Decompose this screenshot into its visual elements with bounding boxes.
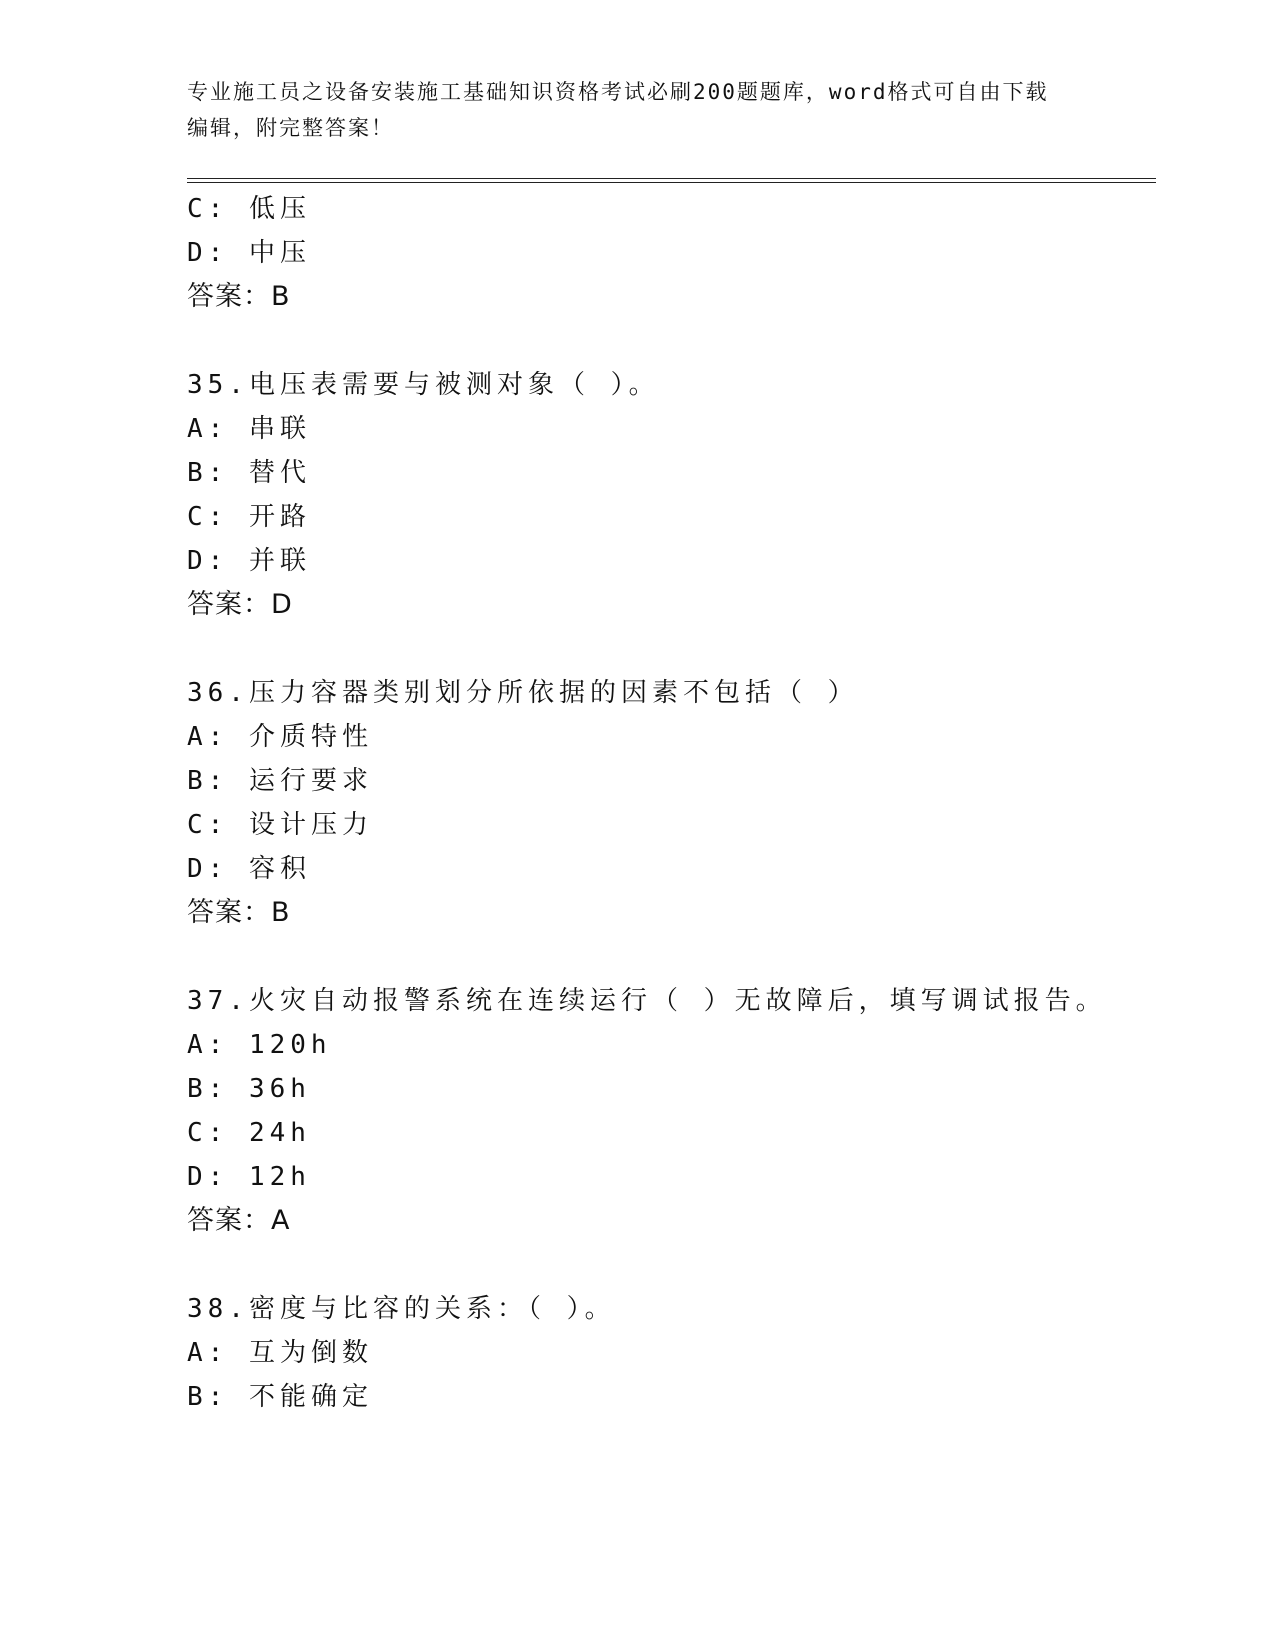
q35-option-a: A: 串联 xyxy=(187,414,311,444)
q37-question: 37.火灾自动报警系统在连续运行（ ）无故障后，填写调试报告。 xyxy=(187,986,1107,1016)
q38-option-b: B: 不能确定 xyxy=(187,1382,373,1412)
q36-option-d: D: 容积 xyxy=(187,854,311,884)
header-divider-bottom xyxy=(187,182,1156,183)
q34-option-c: C: 低压 xyxy=(187,194,311,224)
q37-option-a: A: 120h xyxy=(187,1030,332,1060)
q36-option-b: B: 运行要求 xyxy=(187,766,373,796)
q34-option-d: D: 中压 xyxy=(187,238,311,268)
q37-answer: 答案：A xyxy=(187,1205,291,1236)
q36-question: 36.压力容器类别划分所依据的因素不包括（ ） xyxy=(187,678,859,708)
document-header: 专业施工员之设备安装施工基础知识资格考试必刷200题题库，word格式可自由下载编辑，附完整答案！ xyxy=(187,80,1049,140)
q37-option-b: B: 36h xyxy=(187,1074,311,1104)
q36-option-c: C: 设计压力 xyxy=(187,810,373,840)
q35-option-b: B: 替代 xyxy=(187,458,311,488)
q35-option-c: C: 开路 xyxy=(187,502,311,532)
q35-answer: 答案：D xyxy=(187,589,293,620)
q37-option-c: C: 24h xyxy=(187,1118,311,1148)
q34-answer: 答案：B xyxy=(187,281,291,312)
q35-question: 35.电压表需要与被测对象（ ）。 xyxy=(187,370,660,400)
q38-question: 38.密度与比容的关系：（ ）。 xyxy=(187,1294,616,1324)
q36-option-a: A: 介质特性 xyxy=(187,722,373,752)
q36-answer: 答案：B xyxy=(187,897,291,928)
header-divider-top xyxy=(187,178,1156,179)
q38-option-a: A: 互为倒数 xyxy=(187,1338,373,1368)
q35-option-d: D: 并联 xyxy=(187,546,311,576)
q37-option-d: D: 12h xyxy=(187,1162,311,1192)
